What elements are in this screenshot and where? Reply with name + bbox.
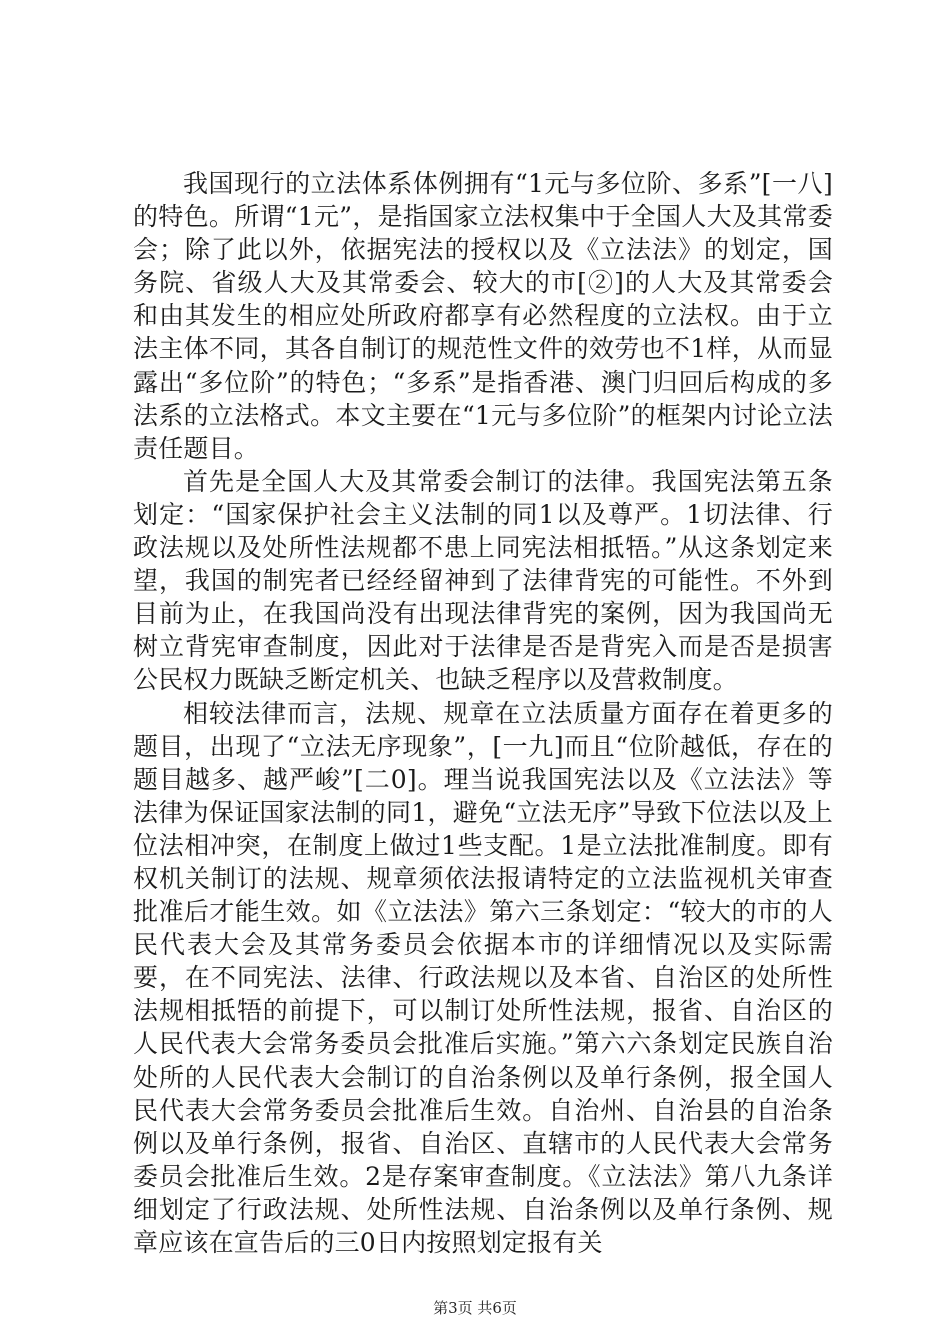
paragraph-2: 首先是全国人大及其常委会制订的法律。我国宪法第五条划定：“国家保护社会主义法制的同1以及尊严。1切法律、行政法规以及处所性法规都不患上同宪法相抵牾。”从这条划定来望，我国的制宪者已经经留神到了法律背宪的可能性。不外到目前为止，在我国尚没有出现法律背宪的案例，因为我国尚无树立背宪审查制度，因此对于法律是否是背宪入而是否是损害公民权力既缺乏断定机关、也缺乏程序以及营救制度。 [133,466,833,695]
document-body [133,167,833,1259]
paragraph-1: 我国现行的立法体系体例拥有“1元与多位阶、多系”[一八]的特色。所谓“1元”，是指国家立法权集中于全国人大及其常委会；除了此以外，依据宪法的授权以及《立法法》的划定，国务院、省级人大及其常委会、较大的市[②]的人大及其常委会和由其发生的相应处所政府都享有必然程度的立法权。由于立法主体不同，其各自制订的规范性文件的效劳也不1样，从而显露出“多位阶”的特色；“多系”是指香港、澳门归回后构成的多法系的立法格式。本文主要在“1元与多位阶”的框架内讨论立法责任题目。 [133,169,833,463]
page-number: 第3页 共6页 [433,1299,517,1317]
paragraph-3: 相较法律而言，法规、规章在立法质量方面存在着更多的题目，出现了“立法无序现象”，[一九]而且“位阶越低，存在的题目越多、越严峻”[二0]。理当说我国宪法以及《立法法》等法律为保证国家法制的同1，避免“立法无序”导致下位法以及上位法相冲突，在制度上做过1些支配。1是立法批准制度。即有权机关制订的法规、规章须依法报请特定的立法监视机关审查批准后才能生效。如《立法法》第六三条划定：“较大的市的人民代表大会及其常务委员会依据本市的详细情况以及实际需要，在不同宪法、法律、行政法规以及本省、自治区的处所性法规相抵牾的前提下，可以制订处所性法规，报省、自治区的人民代表大会常务委员会批准后实施。”第六六条划定民族自治处所的人民代表大会制订的自治条例以及单行条例，报全国人民代表大会常务委员会批准后生效。自治州、自治县的自治条例以及单行条例，报省、自治区、直辖市的人民代表大会常务委员会批准后生效。2是存案审查制度。《立法法》第八九条详细划定了行政法规、处所性法规、自治条例以及单行条例、规章应该在宣告后的三0日内按照划定报有关 [133,698,833,1257]
page-footer [0,1297,950,1318]
